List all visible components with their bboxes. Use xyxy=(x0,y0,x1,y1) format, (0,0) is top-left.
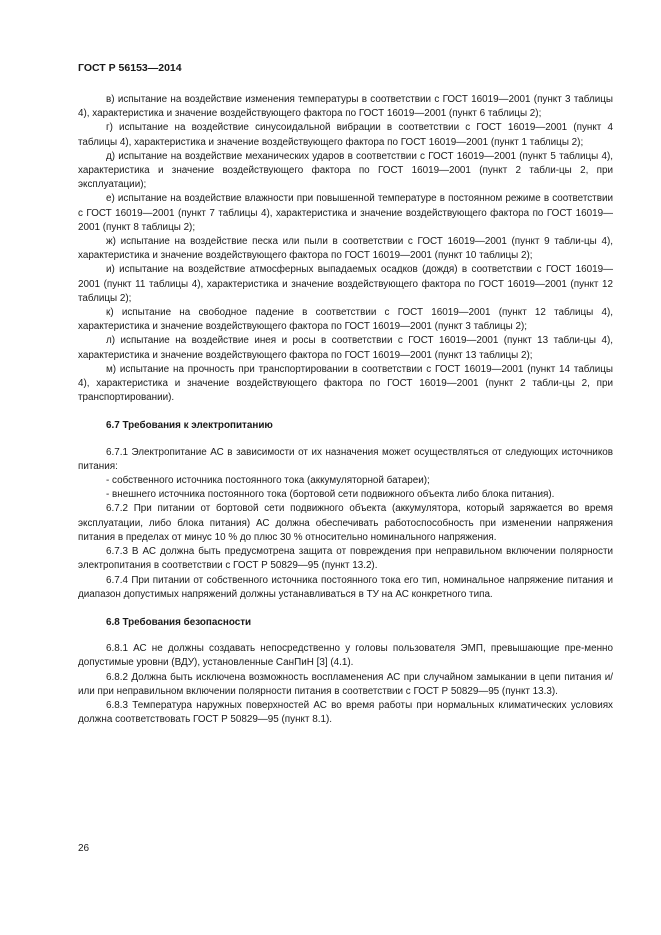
dash-item-external: - внешнего источника постоянного тока (бортовой сети подвижного объекта либо блока питания). xyxy=(106,489,555,501)
list-item-d: д) испытание на воздействие механических ударов в соответствии с ГОСТ 16019—2001 (пункт 5 таблицы 4), характеристика и значение воздействующего фактора по ГОСТ 16019—2001 (пункт 2 табли-цы 2, при эксплуатации); xyxy=(78,150,613,191)
list-item-l: л) испытание на воздействие инея и росы в соответствии с ГОСТ 16019—2001 (пункт 13 табли-цы 4), характеристика и значение воздействующего фактора по ГОСТ 16019—2001 (пункт 13 таблицы 2); xyxy=(78,335,613,361)
paragraph-6-8-3: 6.8.3 Температура наружных поверхностей АС во время работы при нормальных климатических условиях должна соответствовать ГОСТ Р 50829—95 (пункт 8.1). xyxy=(78,699,613,726)
paragraph-6-8-1: 6.8.1 АС не должны создавать непосредственно у головы пользователя ЭМП, превышающие пре-менно допустимые уровни (ВДУ), установленные СанПиН [3] (4.1). xyxy=(78,643,613,669)
list-item-i: и) испытание на воздействие атмосферных выпадаемых осадков (дождя) в соответствии с ГОСТ 16019—2001 (пункт 11 таблицы 4), характеристика и значение воздействующего фактора по ГОСТ 16019—2001 (пункт 12 таблицы 2); xyxy=(78,264,613,304)
list-item-zh: ж) испытание на воздействие песка или пыли в соответствии с ГОСТ 16019—2001 (пункт 9 табли-цы 4), характеристика и значение воздействующего фактора по ГОСТ 16019—2001 (пункт 10 таблицы 2); xyxy=(78,236,613,262)
paragraph-6-8-2: 6.8.2 Должна быть исключена возможность воспламенения АС при случайном замыкании в цепи питания и/или при неправильном включении полярности питания в соответствии с ГОСТ Р 50829—95 (пункт 13.3). xyxy=(78,671,613,697)
section-heading-6-8: 6.8 Требования безопасности xyxy=(106,616,252,628)
section-heading-6-7: 6.7 Требования к электропитанию xyxy=(106,420,273,432)
list-item-e: е) испытание на воздействие влажности при повышенной температуре в постоянном режиме в соответствии с ГОСТ 16019—2001 (пункт 7 таблицы 4), характеристика и значение воздействующего фактора по ГОСТ 16019—2001 (пункт 8 таблицы 2); xyxy=(78,193,613,233)
list-item-v: в) испытание на воздействие изменения температуры в соответствии с ГОСТ 16019—2001 (пункт 3 таблицы 4), характеристика и значение воздействующего фактора по ГОСТ 16019—2001 (пункт 6 таблицы 2); xyxy=(78,94,613,120)
list-item-m: м) испытание на прочность при транспортировании в соответствии с ГОСТ 16019—2001 (пункт 14 таблицы 4), характеристика и значение воздействующего фактора по ГОСТ 16019—2001 (пункт 2 табли-цы 2, при транспортировании). xyxy=(78,363,613,404)
paragraph-6-7-4: 6.7.4 При питании от собственного источника постоянного тока его тип, номинальное напряжение питания и диапазон допустимых напряжений должны устанавливаться в ТУ на АС конкретного типа. xyxy=(78,574,613,600)
paragraph-6-7-3: 6.7.3 В АС должна быть предусмотрена защита от повреждения при неправильном включении полярности электропитания в соответствии с ГОСТ Р 50829—95 (пункт 13.2). xyxy=(78,546,613,572)
paragraph-6-7-2: 6.7.2 При питании от бортовой сети подвижного объекта (аккумулятора, который заряжается во время эксплуатации, либо блока питания) АС должна обеспечивать работоспособность при изменении напряжения питания в пределах от минус 10 % до плюс 30 % относительно номинального напряжения. xyxy=(78,503,613,543)
document-header: ГОСТ Р 56153—2014 xyxy=(78,62,182,74)
list-item-k: к) испытание на свободное падение в соответствии с ГОСТ 16019—2001 (пункт 12 таблицы 4), характеристика и значение воздействующего фактора по ГОСТ 16019—2001 (пункт 3 таблицы 2); xyxy=(78,307,613,333)
paragraph-6-7-1: 6.7.1 Электропитание АС в зависимости от их назначения может осуществляться от следующих источников питания: xyxy=(78,446,613,472)
dash-item-battery: - собственного источника постоянного тока (аккумуляторной батареи); xyxy=(106,475,430,487)
page-number: 26 xyxy=(78,843,90,854)
list-item-g: г) испытание на воздействие синусоидальной вибрации в соответствии с ГОСТ 16019—2001 (пункт 4 таблицы 4), характеристика и значение воздействующего фактора по ГОСТ 16019—2001 (пункт 1 таблицы 2); xyxy=(78,122,613,148)
document-body xyxy=(78,93,613,727)
